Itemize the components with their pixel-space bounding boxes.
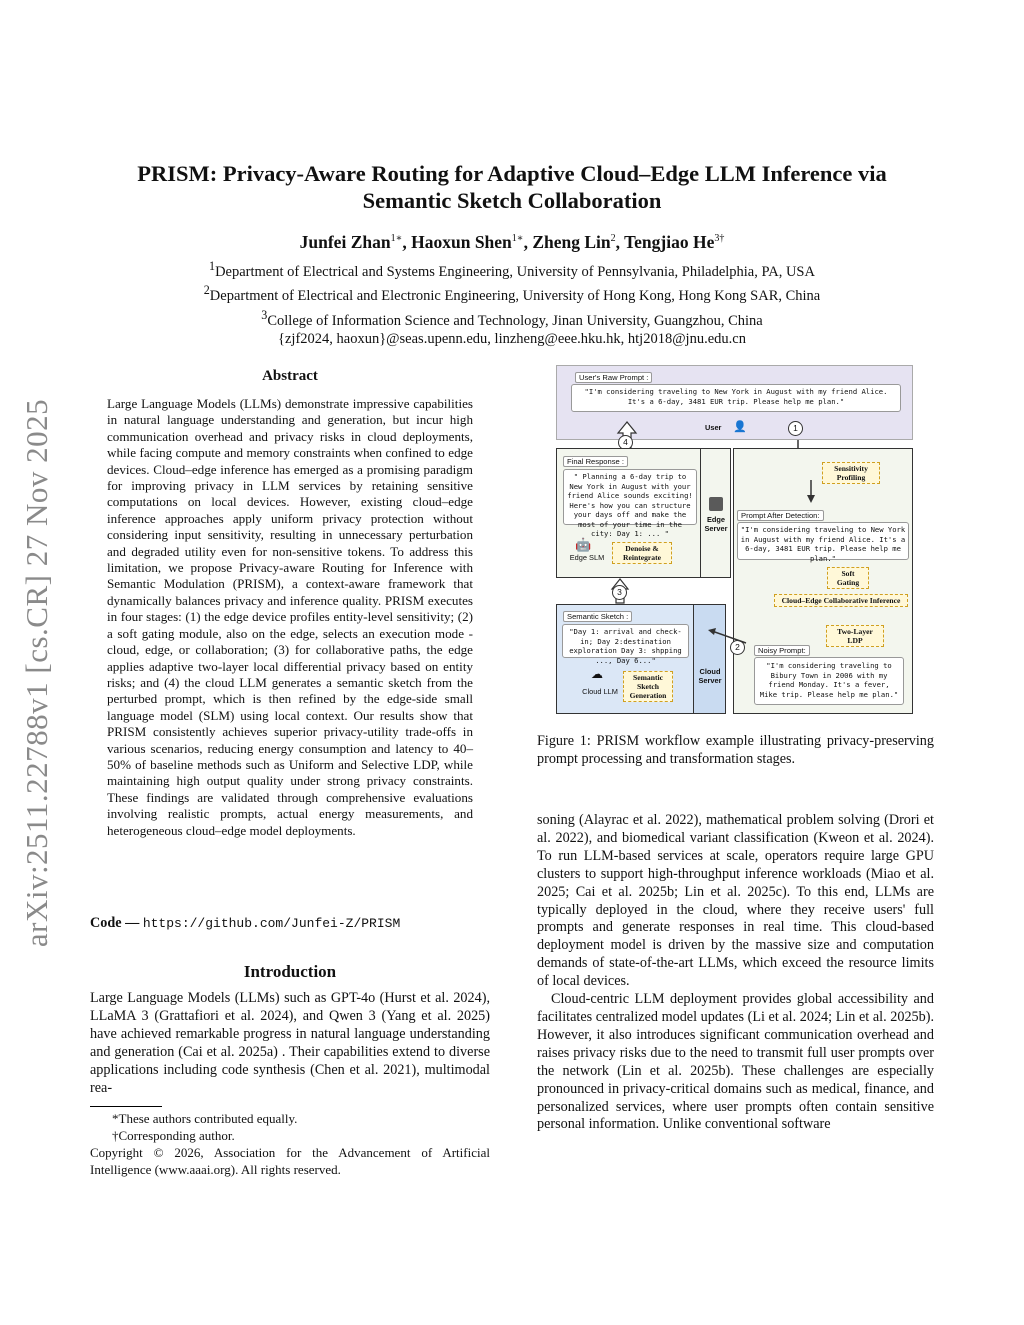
edge-slm-label: Edge SLM bbox=[569, 553, 605, 562]
author-name: Zheng Lin bbox=[532, 232, 611, 252]
paper-title bbox=[90, 160, 934, 214]
collab-inference-stage: Cloud–Edge Collaborative Inference bbox=[774, 594, 908, 607]
prompt-after-label: Prompt After Detection: bbox=[737, 510, 824, 521]
affil-text: Department of Electrical and Electronic Engineering, University of Hong Kong, Hong Kong SAR, China bbox=[209, 288, 821, 305]
edge-pipeline-panel bbox=[733, 448, 913, 714]
cloud-server-label: Cloud Server bbox=[698, 667, 722, 685]
arxiv-stamp bbox=[12, 368, 62, 978]
raw-prompt-label: User's Raw Prompt : bbox=[575, 372, 652, 383]
step-number-icon: 4 bbox=[618, 435, 633, 450]
affiliation bbox=[90, 306, 934, 330]
server-icon bbox=[709, 497, 723, 511]
affil-sup: 2 bbox=[203, 283, 210, 298]
noisy-prompt-label: Noisy Prompt: bbox=[754, 645, 810, 656]
final-response-label: Final Response : bbox=[563, 456, 628, 467]
sensitivity-stage: Sensitivity Profiling bbox=[822, 462, 880, 484]
noisy-prompt-text: "I'm considering traveling to Bibury Town in 2006 with my friend Monday. It's a fever, Mike trip. Please help me plan." bbox=[754, 657, 904, 705]
footnote-equal: *These authors contributed equally. bbox=[112, 1111, 298, 1126]
affiliation bbox=[90, 281, 934, 305]
user-icon: 👤 bbox=[733, 421, 747, 433]
semantic-sketch-label: Semantic Sketch : bbox=[563, 611, 632, 622]
footnotes bbox=[90, 1110, 490, 1178]
raw-prompt-text: "I'm considering traveling to New York in August with my friend Alice. It's a 6-day, 3481 EUR trip. Please help me plan." bbox=[571, 384, 901, 412]
denoise-stage: Denoise & Reintegrate bbox=[612, 542, 672, 564]
author-name: Tengjiao He bbox=[624, 232, 715, 252]
affiliation bbox=[90, 257, 934, 281]
code-label: Code — bbox=[90, 915, 140, 931]
author-name: Junfei Zhan bbox=[299, 232, 391, 252]
abstract-body: Large Language Models (LLMs) demonstrate impressive capabilities in natural language understanding and generation, but incur high communication overhead and privacy risks in cloud deployments, while facing compute and memory constraints when confined to edge devices. Cloud–edge inference has emerged as a promising paradigm for improving privacy in LLM services by retaining sensitive computations on local devices. However, existing cloud–edge inference approaches apply uniform privacy protection without considering input sensitivity, resulting in unnecessary perturbation and degraded utility even for non-sensitive tokens. To address this limitation, we propose Privacy-aware Routing for Inference with Semantic Modulation (PRISM), a context-aware framework that dynamically balances privacy and inference quality. PRISM executes in four stages: (1) the edge device profiles entity-level sensitivity; (2) a soft gating module, also on the edge, selects an execution mode -cloud, edge, or collaboration; (3) for collaborative paths, the edge applies adaptive two-layer local differential privacy based on entity risks; and (4) the cloud LLM generates a semantic sketch from the perturbed prompt, which is then refined by the edge-side small language model (SLM) using local context. Our results show that PRISM consistently achieves superior privacy-utility trade-offs in various scenarios, reducing energy consumption and latency to 40–50% of baseline methods such as Uniform and Selective LDP, while maintaining high output quality under strong privacy constraints. These findings are validated through comprehensive evaluations involving realistic prompts, actual energy measurements, and heterogeneous cloud–edge model deployments. bbox=[107, 396, 473, 838]
author-sup: 1∗ bbox=[390, 233, 403, 245]
sketch-generation-stage: Semantic Sketch Generation bbox=[623, 671, 673, 702]
prompt-after-text: "I'm considering traveling to New York in August with my friend Alice. It's a 6-day, 3481 EUR trip. Please help me plan." bbox=[737, 522, 909, 560]
final-response-text: " Planning a 6-day trip to New York in August with your friend Alice sounds exciting! Here's how you can structure your days off and make the most of your time in the city: Day 1: ... " bbox=[563, 469, 697, 525]
abstract-heading: Abstract bbox=[262, 368, 318, 384]
author-list: Junfei Zhan$^{1∗}$, Haoxun Shen$^{1∗}$, Zheng Lin$^2$, Tengjiao $He^{3\dagger}$ bbox=[299, 232, 725, 252]
code-line bbox=[90, 915, 490, 933]
semantic-sketch-text: "Day 1: arrival and check-in; Day 2:destination exploration Day 3: shpping ..., Day 6..." bbox=[562, 624, 689, 658]
affil-sup: 3 bbox=[261, 307, 268, 322]
author-name: Haoxun Shen bbox=[411, 232, 512, 252]
cloud-server-column bbox=[694, 604, 726, 714]
footnote-corresponding: †Corresponding author. bbox=[112, 1128, 235, 1143]
down-arrow-icon bbox=[806, 480, 816, 504]
author-sup: 3† bbox=[714, 233, 725, 245]
two-layer-ldp-stage: Two-Layer LDP bbox=[826, 625, 884, 647]
affiliations bbox=[90, 257, 934, 348]
edge-server-label: Edge Server bbox=[704, 515, 728, 533]
cloud-llm-label: Cloud LLM bbox=[582, 687, 618, 696]
left-arrow-icon bbox=[706, 627, 750, 647]
edge-server-column bbox=[701, 448, 731, 578]
title-line-1: PRISM: Privacy-Aware Routing for Adaptive Cloud–Edge LLM Inference via bbox=[137, 161, 887, 186]
paragraph: Cloud-centric LLM deployment provides global accessibility and facilitates centralized model updates (Li et al. 2024; Lin et al. 2025b). However, it also introduces significant communication overhead and raises privacy risks due to the need to transmit full user prompts over the network (Lin et al. 2025b). These challenges are especially pronounced in privacy-critical domains such as medical, finance, and personalized services, where user prompts often contain sensitive personal information. Unlike conventional software bbox=[537, 991, 934, 1133]
intro-heading: Introduction bbox=[243, 962, 337, 981]
step-number-icon: 3 bbox=[612, 585, 627, 600]
edge-slm-panel bbox=[556, 448, 701, 578]
figure-1 bbox=[556, 365, 913, 715]
affil-text: College of Information Science and Technology, Jinan University, Guangzhou, China bbox=[267, 312, 763, 329]
cloud-icon: ☁ bbox=[591, 667, 603, 681]
intro-left-text: Large Language Models (LLMs) such as GPT-4o (Hurst et al. 2024), LLaMA 3 (Grattafiori et al. 2024), and Qwen 3 (Yang et al. 2025) have achieved remarkable progress in natural language understanding and generation (Cai et al. 2025a) . Their capabilities extend to diverse applications including code synthesis (Chen et al. 2021), multimodal rea- bbox=[90, 990, 490, 1096]
paragraph: soning (Alayrac et al. 2022), mathematical problem solving (Drori et al. 2022), and biomedical variant classification (Kweon et al. 2024). To run LLM-based services at scale, operators require large GPU clusters to support high-throughput inference workloads (Miao et al. 2025; Cai et al. 2025b; Lin et al. 2025c). To this end, LLMs are typically deployed in the cloud, where they receive users' full prompts and generate responses in real time. This cloud-based deployment model is driven by the massive size and computation demands of state-of-the-art LLMs, which exceed the resource limits of local devices. bbox=[537, 812, 934, 990]
code-link[interactable]: https://github.com/Junfei-Z/PRISM bbox=[142, 916, 401, 931]
robot-icon: 🤖 bbox=[575, 537, 592, 552]
figure-caption: Figure 1: PRISM workflow example illustrating privacy-preserving prompt processing and transformation stages. bbox=[537, 733, 934, 767]
step-number-icon: 2 bbox=[730, 640, 745, 655]
user-label: User bbox=[705, 423, 722, 432]
raw-prompt-panel bbox=[556, 365, 913, 440]
arxiv-stamp-text: arXiv:2511.22788v1 [cs.CR] 27 Nov 2025 bbox=[19, 398, 54, 948]
author-sup: 2 bbox=[610, 233, 616, 245]
copyright-notice: Copyright © 2026, Association for the Advancement of Artificial Intelligence (www.aaai.org). All rights reserved. bbox=[90, 1145, 490, 1177]
author-emails: {zjf2024, haoxun}@seas.upenn.edu, linzheng@eee.hku.hk, htj2018@jnu.edu.cn bbox=[278, 330, 746, 347]
cloud-llm-panel bbox=[556, 604, 694, 714]
footnote-rule bbox=[90, 1106, 162, 1107]
affil-sup: 1 bbox=[209, 259, 216, 273]
affil-text: Department of Electrical and Systems Engineering, University of Pennsylvania, Philadelphia, PA, USA bbox=[215, 263, 815, 280]
intro-right-text bbox=[537, 812, 934, 1134]
step-number-icon: 1 bbox=[788, 421, 803, 436]
author-sup: 1∗ bbox=[511, 233, 524, 245]
title-line-2: Semantic Sketch Collaboration bbox=[362, 188, 662, 213]
soft-gating-stage: Soft Gating bbox=[827, 567, 869, 589]
